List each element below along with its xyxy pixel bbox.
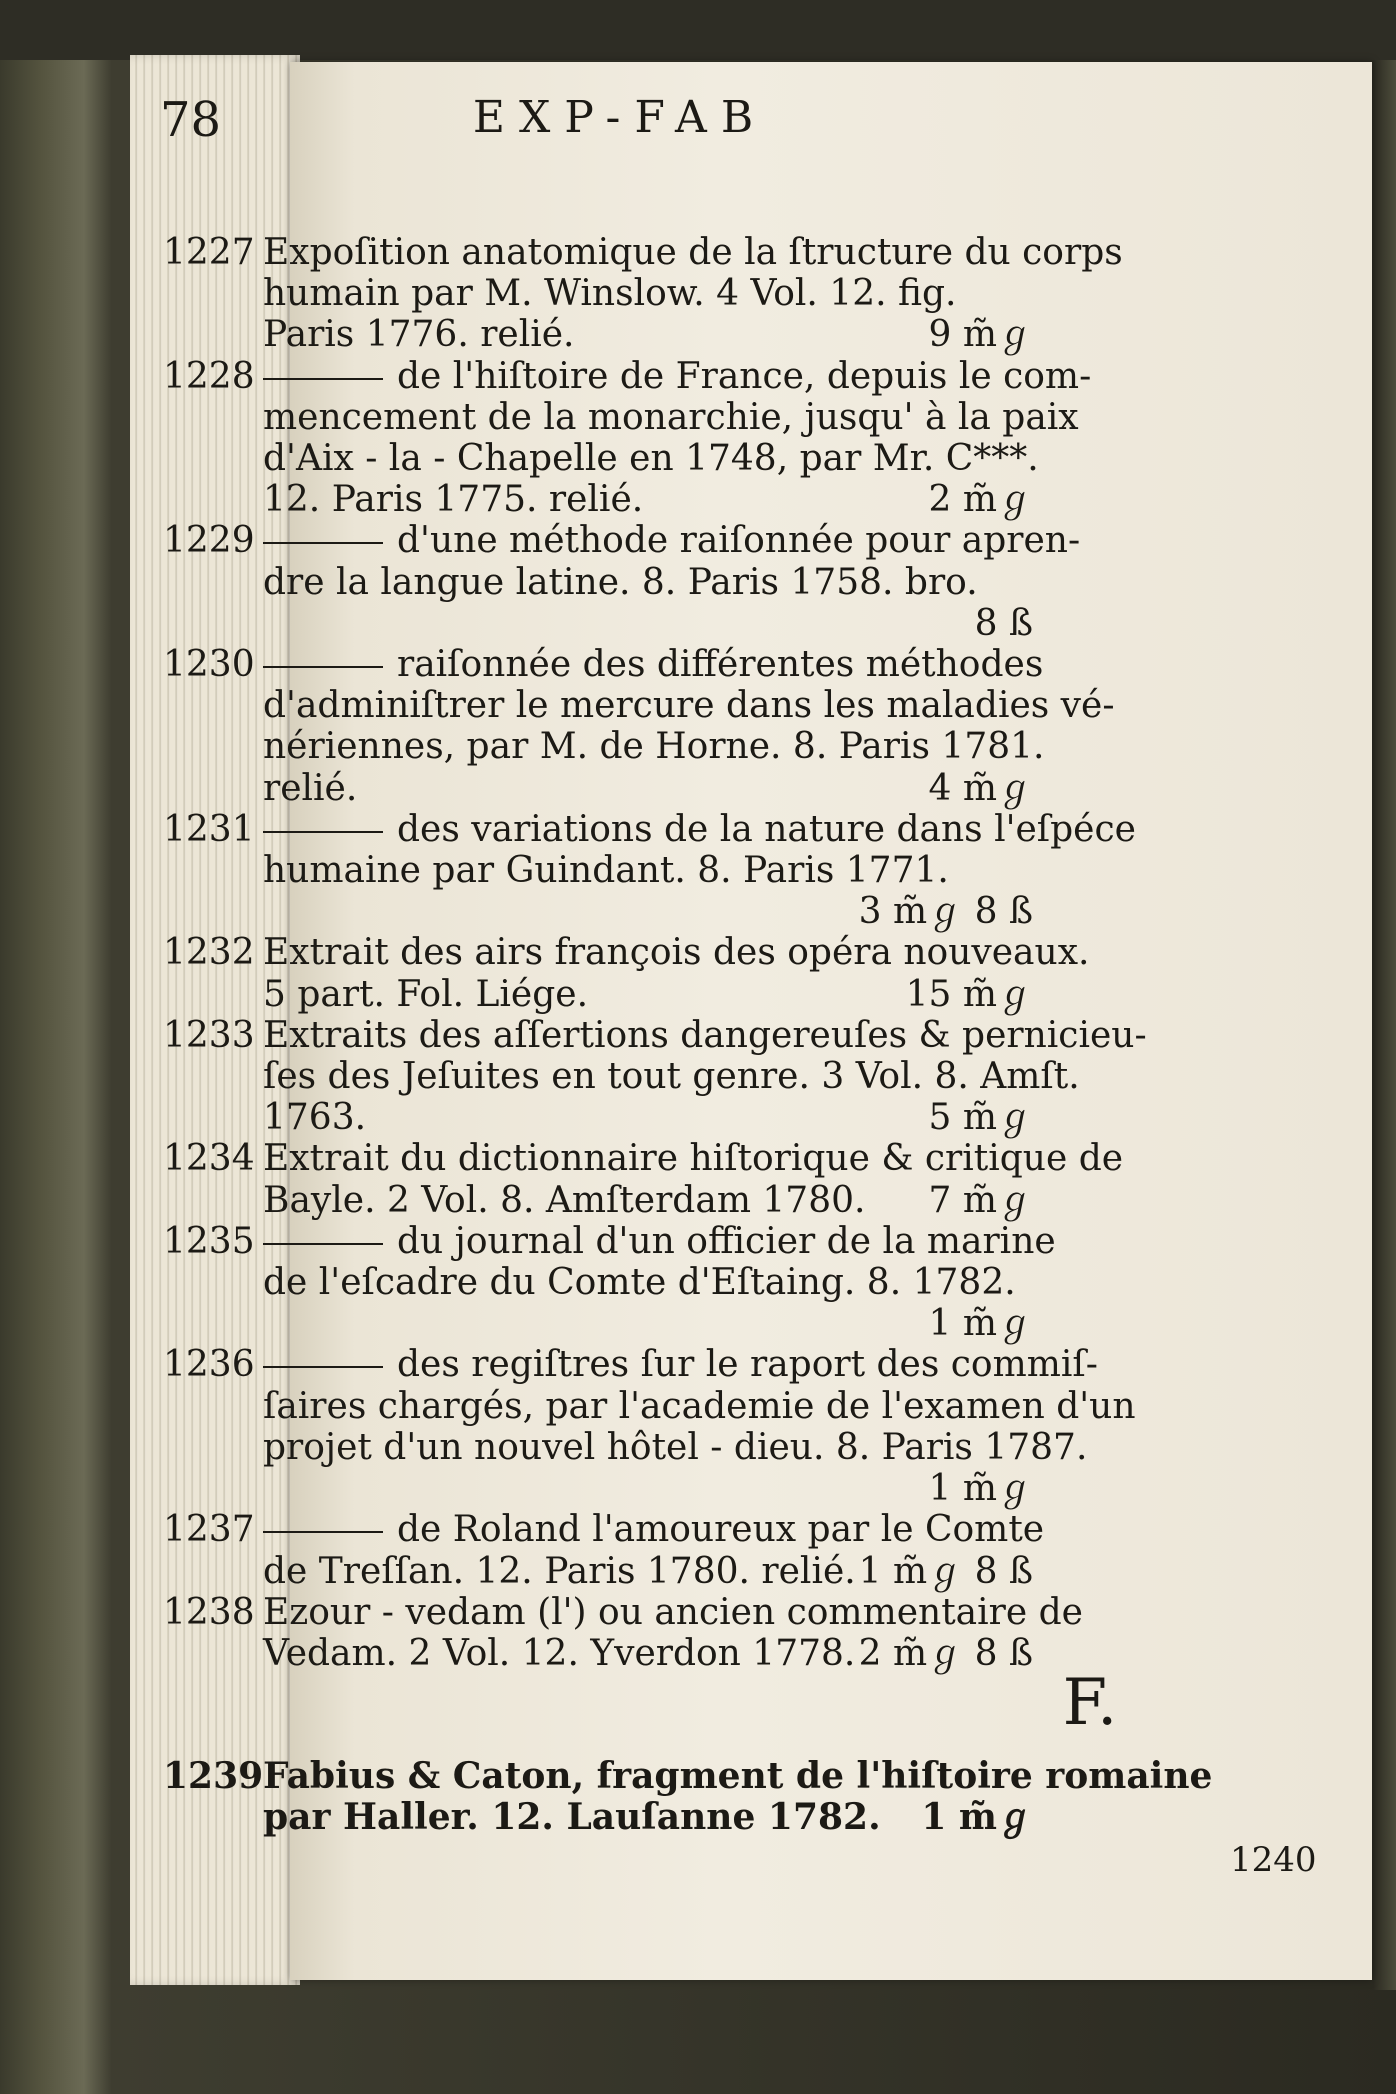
catalog-entry xyxy=(163,809,1333,933)
entry-text xyxy=(263,232,1123,356)
entry-line: dre la langue latine. 8. Paris 1758. bro. 8 ß xyxy=(263,561,1033,644)
cover-top-edge xyxy=(0,0,1396,60)
entry-price: 4 m̃ℊ xyxy=(928,767,1033,809)
catchword: 1240 xyxy=(1230,1840,1317,1880)
entry-number: 1230 xyxy=(163,644,255,686)
ditto-dash xyxy=(263,1243,383,1245)
entry-line: mencement de la monarchie, jusqu' à la paix xyxy=(263,396,1079,438)
entry-text xyxy=(263,355,1092,521)
entry-line: Vedam. 2 Vol. 12. Yverdon 1778. 2 m̃ℊ 8 ß xyxy=(263,1632,1033,1674)
entry-line: Extrait du dictionnaire hiſtorique & critique de xyxy=(263,1138,1124,1180)
catalog-entry xyxy=(163,520,1333,644)
entry-number: 1233 xyxy=(163,1014,255,1056)
entry-line: d'une méthode raiſonnée pour apren- xyxy=(263,520,1033,561)
entry-text xyxy=(263,1220,1056,1345)
entry-line: Extrait des airs françois des opéra nouveaux. xyxy=(263,932,1090,974)
entry-number: 1228 xyxy=(163,355,255,397)
catalog-entry xyxy=(163,1592,1333,1674)
entry-number: 1237 xyxy=(163,1509,255,1551)
entry-line: Expoſition anatomique de la ſtructure du corps xyxy=(263,232,1123,273)
entry-line: nériennes, par M. de Horne. 8. Paris 1781. xyxy=(263,726,1045,768)
entry-price: 1 m̃ℊ xyxy=(928,1468,1033,1510)
entry-line: d'Aix - la - Chapelle en 1748, par Mr. C***. xyxy=(263,438,1039,480)
entry-line: humaine par Guindant. 8. Paris 1771. 3 m̃ℊ 8 ß xyxy=(263,850,1033,933)
entry-line: 5 part. Fol. Liége. 15 m̃ℊ xyxy=(263,973,1033,1015)
entry-text xyxy=(263,808,1136,933)
entry-line: des variations de la nature dans l'eſpéce xyxy=(263,809,1033,850)
entry-price: 1 m̃ℊ 8 ß xyxy=(858,1550,1033,1592)
running-head: EXP-FAB xyxy=(472,92,768,143)
entry-price: 2 m̃ℊ xyxy=(928,479,1033,521)
entry-line: 1763. 5 m̃ℊ xyxy=(263,1097,1033,1139)
entry-number: 1229 xyxy=(163,520,255,562)
entry-line: Ezour - vedam (l') ou ancien commentaire de xyxy=(263,1591,1083,1633)
catalog-entry xyxy=(163,1509,1333,1591)
entry-line: Bayle. 2 Vol. 8. Amſterdam 1780. 7 m̃ℊ xyxy=(263,1179,1033,1221)
ditto-dash xyxy=(263,831,383,833)
entry-text xyxy=(263,1591,1083,1674)
entry-number: 1231 xyxy=(163,808,255,850)
catalog-entry xyxy=(163,1138,1333,1220)
ditto-dash xyxy=(263,1531,383,1533)
entry-price: 5 m̃ℊ xyxy=(928,1097,1033,1139)
catalog-entries xyxy=(163,232,1333,1674)
entry-line: raiſonnée des différentes méthodes xyxy=(263,644,1033,685)
entry-line: par Haller. 12. Lauſanne 1782. 1 m̃ℊ xyxy=(263,1796,1033,1839)
entry-price: 15 m̃ℊ xyxy=(905,973,1033,1015)
entry-text xyxy=(263,1509,1045,1592)
ditto-dash xyxy=(263,542,383,544)
catalog-entry xyxy=(163,1756,1333,1838)
entry-price: 8 ß xyxy=(974,602,1033,644)
entry-line: ſes des Jeſuites en tout genre. 3 Vol. 8. Amſt. xyxy=(263,1056,1080,1098)
entry-line: Extraits des aſſertions dangereuſes & pernicieu- xyxy=(263,1014,1147,1056)
entry-text xyxy=(263,932,1090,1015)
entry-number: 1235 xyxy=(163,1220,255,1262)
entry-line: des regiſtres ſur le raport des commiſ- xyxy=(263,1344,1033,1385)
page-number: 78 xyxy=(160,92,222,148)
entry-line: d'adminiſtrer le mercure dans les maladies vé- xyxy=(263,685,1115,727)
entry-price: 7 m̃ℊ xyxy=(928,1179,1033,1221)
entry-price: 9 m̃ℊ xyxy=(928,314,1033,356)
entry-number: 1239 xyxy=(163,1755,264,1797)
entry-line: projet d'un nouvel hôtel - dieu. 8. Paris 1787. 1 m̃ℊ xyxy=(263,1426,1088,1510)
catalog-entry xyxy=(163,1221,1333,1345)
entry-line: Fabius & Caton, fragment de l'hiſtoire romaine xyxy=(263,1755,1213,1797)
entry-number: 1238 xyxy=(163,1591,255,1633)
entry-number: 1232 xyxy=(163,932,255,974)
entry-line: de Treſſan. 12. Paris 1780. relié. 1 m̃ℊ 8 ß xyxy=(263,1550,1033,1592)
catalog-entry xyxy=(163,644,1333,809)
entry-text xyxy=(263,1344,1136,1510)
entry-price: 2 m̃ℊ 8 ß xyxy=(858,1632,1033,1674)
entry-price: 3 m̃ℊ 8 ß xyxy=(858,891,1033,933)
catalog-entry xyxy=(163,232,1333,356)
entry-text xyxy=(263,520,1081,644)
catalog-entry xyxy=(163,356,1333,521)
catalog-entry xyxy=(163,932,1333,1014)
entry-text xyxy=(263,1138,1124,1221)
page-header xyxy=(160,92,1320,172)
ditto-dash xyxy=(263,666,383,668)
entry-line: ſaires chargés, par l'academie de l'examen d'un xyxy=(263,1385,1136,1427)
ditto-dash xyxy=(263,378,383,380)
catalog-entry xyxy=(163,1344,1333,1509)
entry-line: du journal d'un officier de la marine xyxy=(263,1221,1033,1262)
entry-line: relié. 4 m̃ℊ xyxy=(263,767,1033,809)
entry-text xyxy=(263,644,1115,809)
entry-text xyxy=(263,1014,1147,1139)
ditto-dash xyxy=(263,1366,383,1368)
entry-line: 12. Paris 1775. relié. 2 m̃ℊ xyxy=(263,479,1033,521)
entry-line: de Roland l'amoureux par le Comte xyxy=(263,1509,1033,1550)
entry-text xyxy=(263,1755,1213,1839)
catalog-entries-f xyxy=(163,1756,1333,1838)
entry-line: de l'hiſtoire de France, depuis le com- xyxy=(263,356,1033,397)
entry-line: Paris 1776. relié. 9 m̃ℊ xyxy=(263,314,1033,356)
entry-number: 1236 xyxy=(163,1344,255,1386)
entry-price: 1 m̃ℊ xyxy=(921,1796,1033,1839)
entry-line: de l'eſcadre du Comte d'Eſtaing. 8. 1782. 1 m̃ℊ xyxy=(263,1262,1033,1345)
entry-number: 1234 xyxy=(163,1138,255,1180)
book-spine-right xyxy=(1374,60,1396,1990)
entry-line: humain par M. Winslow. 4 Vol. 12. fig. xyxy=(263,273,957,315)
catalog-entry xyxy=(163,1015,1333,1139)
entry-price: 1 m̃ℊ xyxy=(928,1303,1033,1345)
entry-number: 1227 xyxy=(163,232,255,273)
section-letter: F. xyxy=(1062,1666,1118,1740)
